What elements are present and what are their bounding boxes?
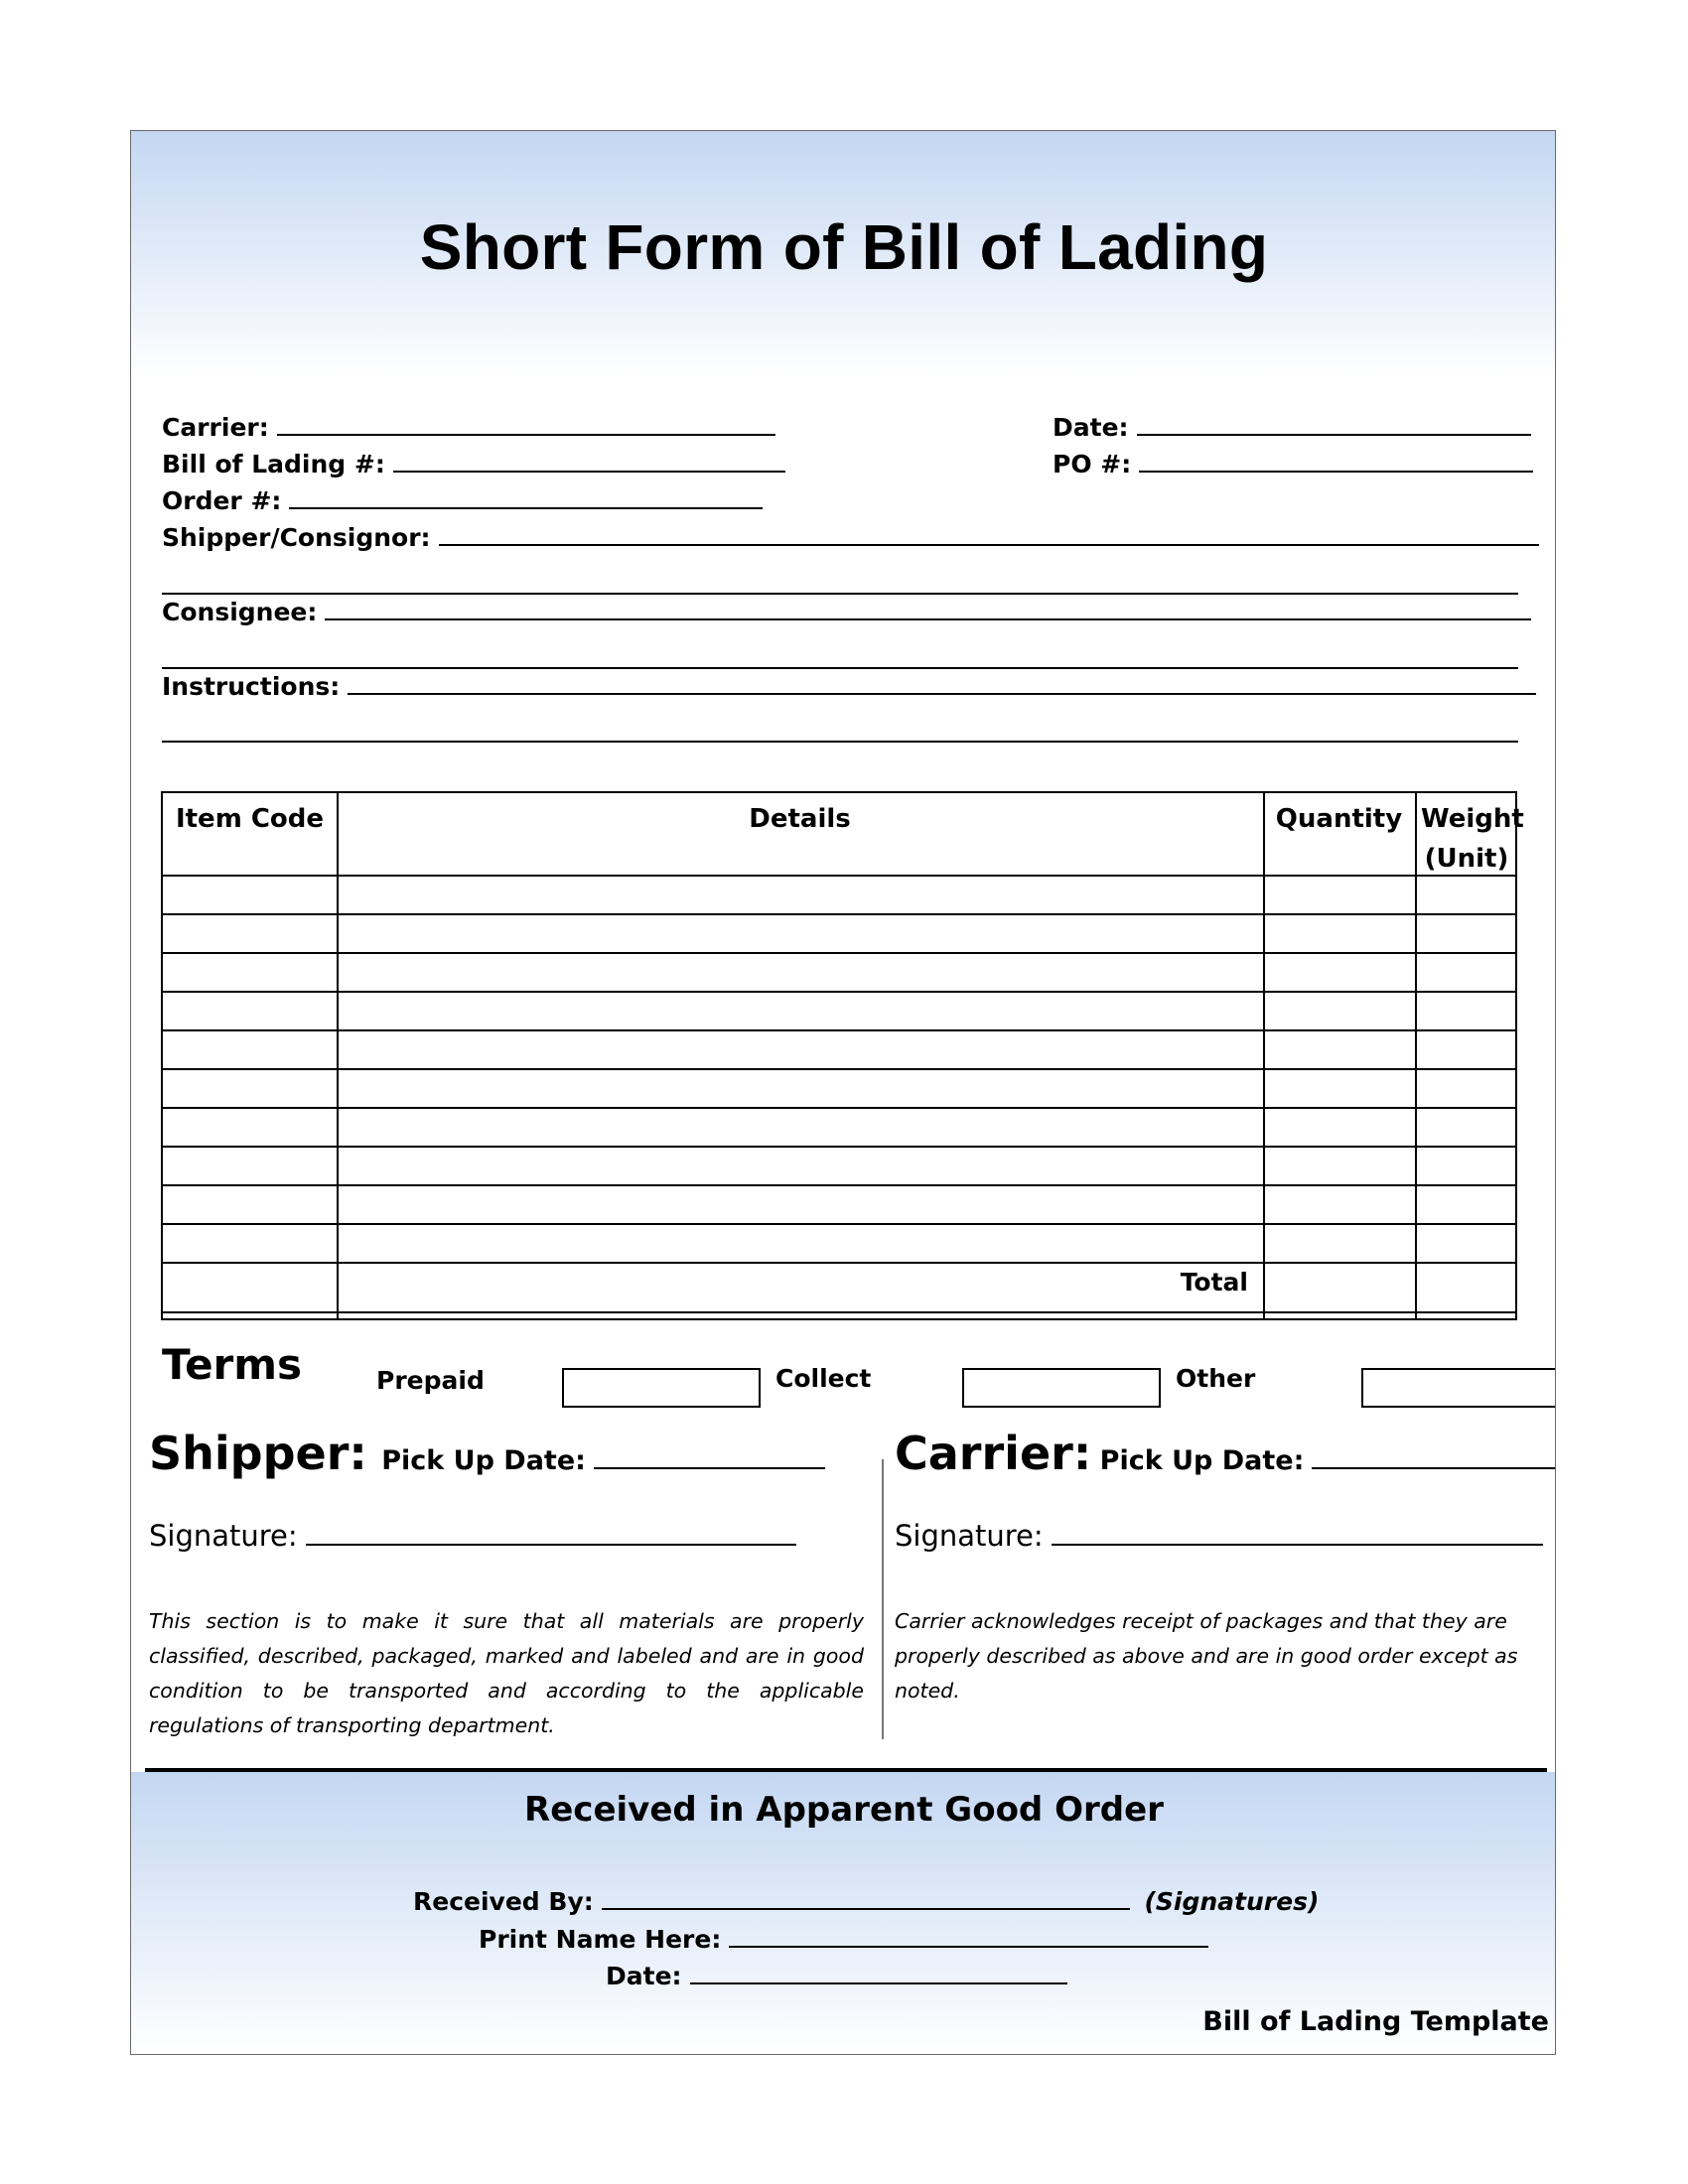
order-line [289,487,763,509]
po-label: PO #: [1053,450,1132,478]
carrier-signature-line [1052,1524,1543,1546]
carrier-heading: Carrier: [895,1427,1092,1480]
shipper-heading: Shipper: [149,1427,367,1480]
table-row[interactable] [163,1311,1515,1313]
carrier-signature-label: Signature: [895,1519,1044,1553]
table-row[interactable] [163,913,1515,915]
print-name-line [729,1926,1208,1948]
date-field[interactable] [1053,413,1531,442]
items-table [161,791,1524,1320]
table-row[interactable] [163,952,1515,954]
consignee-line [325,599,1531,620]
po-line [1139,451,1533,473]
instructions-line [348,673,1536,695]
order-label: Order #: [162,486,282,515]
shipper-signature-label: Signature: [149,1519,298,1553]
other-checkbox[interactable] [1361,1368,1555,1408]
column-divider [337,793,339,1318]
carrier-note: Carrier acknowledges receipt of packages and that they are properly described as above and are in good order except as noted. [895,1609,1518,1703]
received-by-field[interactable] [413,1887,1319,1916]
section-rule [145,1768,1547,1772]
received-section [131,1772,1556,2055]
print-name-field[interactable] [479,1925,1208,1954]
carrier-label: Carrier: [162,413,269,442]
table-row[interactable] [163,1223,1515,1225]
carrier-signature-field[interactable] [895,1519,1543,1553]
bill-of-lading-line [393,451,785,473]
collect-checkbox[interactable] [962,1368,1161,1408]
shipper-note: This section is to make it sure that all materials are properly classified, described, packaged, marked and labeled and are in good condition to be transported and according to the applicable regulations of transporting department. [149,1609,864,1737]
terms-heading: Terms [162,1340,303,1389]
instructions-field[interactable] [162,672,1536,701]
print-name-label: Print Name Here: [479,1925,722,1954]
document-frame [130,130,1556,2055]
signatures-note: (Signatures) [1144,1887,1320,1916]
date-line [1137,414,1531,436]
shipper-pickup-row[interactable] [149,1427,825,1480]
total-label: Total [1180,1268,1248,1297]
received-by-line [602,1888,1130,1910]
carrier-pickup-label: Pick Up Date: [1099,1445,1305,1476]
table-row[interactable] [163,1146,1515,1148]
collect-label: Collect [775,1364,872,1393]
bill-of-lading-field[interactable] [162,450,785,478]
column-divider [1415,793,1417,1318]
table-row[interactable] [163,1184,1515,1186]
shipper-signature-field[interactable] [149,1519,796,1553]
prepaid-checkbox[interactable] [562,1368,761,1408]
received-by-label: Received By: [413,1887,594,1916]
prepaid-label: Prepaid [376,1366,485,1395]
consignee-field[interactable] [162,598,1531,626]
column-divider [1263,793,1265,1318]
bill-of-lading-label: Bill of Lading #: [162,450,385,478]
carrier-pickup-line [1312,1447,1556,1469]
footer-label: Bill of Lading Template [1202,2006,1549,2037]
carrier-line [277,414,775,436]
header-details: Details [749,804,851,834]
shipper-consignor-label: Shipper/Consignor: [162,523,431,552]
other-label: Other [1176,1364,1256,1393]
table-row[interactable] [163,991,1515,993]
header-weight: Weight (Unit) [1421,804,1524,874]
consignee-label: Consignee: [162,598,318,626]
received-heading: Received in Apparent Good Order [524,1790,1164,1830]
consignee-line-2[interactable] [162,667,1518,669]
order-field[interactable] [162,486,763,515]
carrier-field[interactable] [162,413,775,442]
date-label: Date: [1053,413,1129,442]
header-item-code: Item Code [175,804,325,834]
shipper-pickup-label: Pick Up Date: [381,1445,586,1476]
shipper-pickup-line [594,1447,825,1469]
received-date-line [690,1963,1067,1984]
table-row[interactable] [163,1107,1515,1109]
page-title: Short Form of Bill of Lading [419,211,1269,283]
table-row[interactable] [163,875,1515,877]
instructions-line-2[interactable] [162,741,1518,743]
instructions-label: Instructions: [162,672,341,701]
table-row[interactable] [163,1262,1515,1264]
shipper-signature-line [306,1524,796,1546]
received-date-field[interactable] [606,1962,1067,1990]
po-field[interactable] [1053,450,1533,478]
header-quantity: Quantity [1275,804,1403,834]
shipper-consignor-line [439,524,1539,546]
shipper-consignor-line-2[interactable] [162,593,1518,595]
table-row[interactable] [163,1029,1515,1031]
table-row[interactable] [163,1068,1515,1070]
shipper-consignor-field[interactable] [162,523,1539,552]
received-date-label: Date: [606,1962,682,1990]
carrier-pickup-row[interactable] [895,1427,1556,1480]
section-divider [882,1459,884,1739]
